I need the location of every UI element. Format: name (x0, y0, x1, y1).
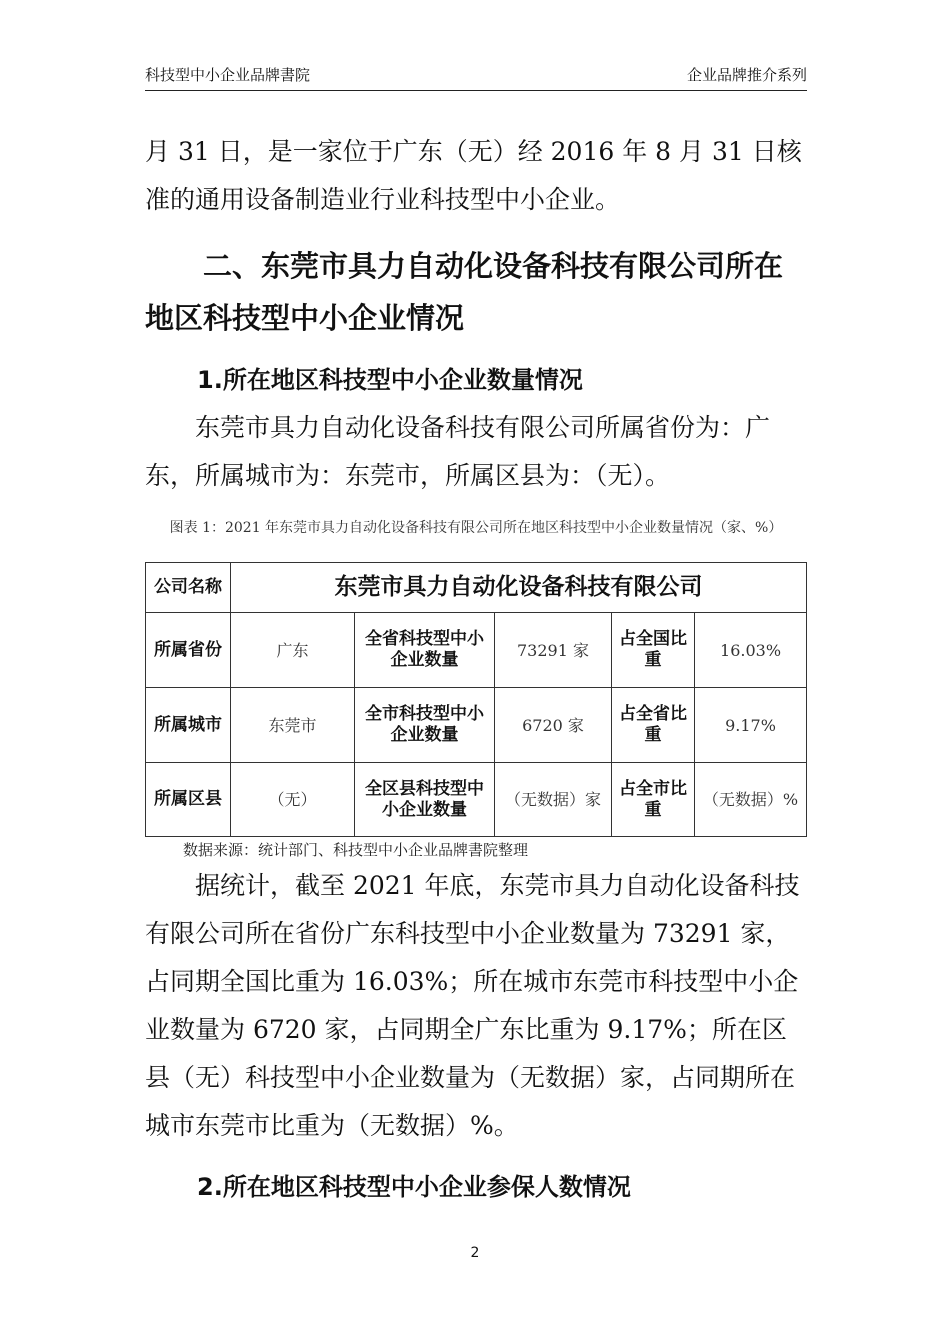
header-right-title: 企业品牌推介系列 (686, 66, 807, 84)
share-cell: （无数据）% (695, 763, 807, 837)
page-header (145, 62, 807, 91)
table-row (146, 688, 807, 763)
stats-paragraph: 据统计，截至 2021 年底，东莞市具力自动化设备科技有限公司所在省份广东科技型中小企业数量为 73291 家，占同期全国比重为 16.03%；所在城市东莞市科技型中小企业数量为 6720 家，占同期全广东比重为 9.17%；所在区县（无）科技型中小企业数量为（无数据）家，占同期所在城市东莞市比重为（无数据）%。 (145, 871, 800, 1140)
header-left-title: 科技型中小企业品牌書院 (145, 66, 311, 84)
table-row (146, 613, 807, 688)
count-cell: 73291 家 (495, 613, 612, 688)
region-cell: （无） (231, 763, 355, 837)
region-cell: 东莞市 (231, 688, 355, 763)
count-label: 全市科技型中小企业数量 (355, 688, 495, 763)
company-label-cell: 公司名称 (146, 563, 231, 613)
share-label: 占全省比重 (612, 688, 695, 763)
subsection-heading-2: 2.所在地区科技型中小企业参保人数情况 (197, 1173, 631, 1201)
share-label: 占全国比重 (612, 613, 695, 688)
section-heading: 二、东莞市具力自动化设备科技有限公司所在地区科技型中小企业情况 (145, 249, 784, 335)
region-cell: 广东 (231, 613, 355, 688)
region-data-table (145, 562, 807, 837)
row-label: 所属省份 (146, 613, 231, 688)
table-caption: 图表 1：2021 年东莞市具力自动化设备科技有限公司所在地区科技型中小企业数量情况（家、%） (169, 520, 783, 536)
row-label: 所属区县 (146, 763, 231, 837)
count-cell: （无数据）家 (495, 763, 612, 837)
location-paragraph: 东莞市具力自动化设备科技有限公司所属省份为：广东，所属城市为：东莞市，所属区县为：（无）。 (145, 413, 771, 490)
table-row (146, 563, 807, 613)
company-name-cell: 东莞市具力自动化设备科技有限公司 (231, 563, 807, 613)
count-label: 全区县科技型中小企业数量 (355, 763, 495, 837)
table-row (146, 763, 807, 837)
page-number: 2 (470, 1245, 480, 1261)
row-label: 所属城市 (146, 688, 231, 763)
count-label: 全省科技型中小企业数量 (355, 613, 495, 688)
count-cell: 6720 家 (495, 688, 612, 763)
share-cell: 9.17% (695, 688, 807, 763)
data-source-note: 数据来源：统计部门、科技型中小企业品牌書院整理 (183, 841, 529, 859)
subsection-heading-1: 1.所在地区科技型中小企业数量情况 (197, 366, 583, 394)
share-cell: 16.03% (695, 613, 807, 688)
intro-paragraph: 月 31 日，是一家位于广东（无）经 2016 年 8 月 31 日核准的通用设备制造业行业科技型中小企业。 (145, 137, 802, 214)
share-label: 占全市比重 (612, 763, 695, 837)
